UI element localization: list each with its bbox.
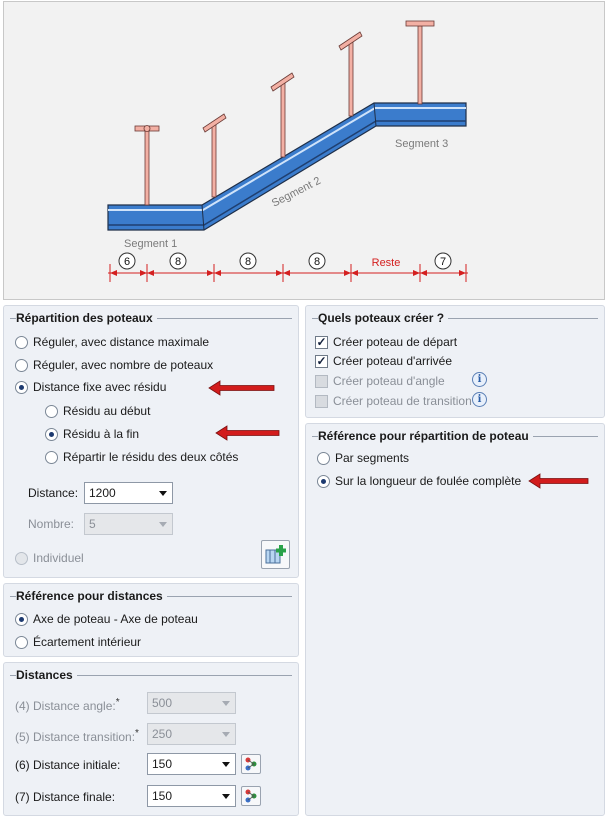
radio-individuel[interactable]	[15, 549, 84, 567]
chevron-down-icon	[222, 732, 230, 737]
stair-diagram	[4, 2, 606, 301]
distance-angle-label	[15, 697, 120, 713]
radio-circle[interactable]	[15, 613, 28, 626]
nombre-value: 5	[89, 517, 96, 531]
check-label: Créer poteau de transition	[333, 394, 472, 408]
chevron-down-icon	[222, 701, 230, 706]
radio-foulee-complete[interactable]	[317, 472, 521, 490]
distance-finale-label: (7) Distance finale:	[15, 790, 116, 804]
quels-poteaux-title: Quels poteaux créer ?	[318, 311, 448, 325]
radio-circle[interactable]	[15, 381, 28, 394]
radio-circle[interactable]	[45, 451, 58, 464]
dim-label-8a: 8	[174, 256, 182, 268]
distance-transition-text: (5) Distance transition:	[15, 730, 136, 744]
radio-residu-fin[interactable]	[45, 425, 139, 443]
nombre-label: Nombre:	[28, 517, 75, 531]
check-label: Créer poteau de départ	[333, 335, 458, 349]
distance-value: 1200	[89, 486, 116, 500]
radio-label: Résidu au début	[63, 404, 151, 418]
radio-circle[interactable]	[317, 475, 330, 488]
dim-label-reste: Reste	[371, 257, 401, 269]
segment2-label: Segment 2	[269, 174, 323, 210]
distance-transition-select[interactable]	[147, 723, 236, 745]
radio-label: Réguler, avec nombre de poteaux	[33, 358, 214, 372]
distance-label: Distance:	[28, 486, 79, 500]
radio-distance-fixe[interactable]	[15, 378, 166, 396]
checkbox[interactable]: ✓	[316, 334, 327, 349]
distance-angle-select[interactable]	[147, 692, 236, 714]
check-transition[interactable]	[315, 392, 472, 410]
radio-label: Répartir le résidu des deux côtés	[63, 450, 239, 464]
radio-circle[interactable]	[15, 359, 28, 372]
checkbox[interactable]	[315, 375, 328, 388]
radio-circle[interactable]	[317, 452, 330, 465]
red-arrow-icon	[215, 425, 281, 441]
red-arrow-icon	[528, 473, 590, 489]
distance-finale-select[interactable]	[147, 785, 236, 807]
quels-poteaux-panel	[305, 305, 605, 418]
chevron-down-icon	[222, 762, 230, 767]
radio-circle[interactable]	[15, 336, 28, 349]
segment3-label: Segment 3	[395, 138, 449, 150]
checkbox[interactable]: ✓	[316, 353, 327, 368]
dim-label-7: 7	[439, 256, 447, 268]
radio-axe-poteau[interactable]	[15, 610, 198, 628]
chevron-down-icon	[159, 522, 167, 527]
distance-transition-label	[15, 728, 139, 744]
asterisk: *	[115, 697, 120, 708]
radio-circle[interactable]	[15, 636, 28, 649]
radio-label: Axe de poteau - Axe de poteau	[33, 612, 198, 626]
radio-residu-debut[interactable]	[45, 402, 150, 420]
distance-angle-text: (4) Distance angle:	[15, 699, 116, 713]
distance-initiale-select[interactable]	[147, 753, 236, 775]
radio-label: Résidu à la fin	[63, 427, 140, 441]
pick-finale-button[interactable]	[241, 786, 261, 806]
radio-label: Sur la longueur de foulée complète	[335, 474, 522, 488]
radio-ecartement[interactable]	[15, 633, 141, 651]
radio-circle[interactable]	[45, 405, 58, 418]
radio-label: Distance fixe avec résidu	[33, 380, 167, 394]
radio-label: Écartement intérieur	[33, 635, 142, 649]
segment1-label: Segment 1	[124, 238, 178, 250]
radio-repartir-residu[interactable]	[45, 448, 238, 466]
pick-icon	[242, 755, 260, 773]
nombre-select[interactable]	[84, 513, 173, 535]
distance-select[interactable]	[84, 482, 173, 504]
beam-group	[108, 103, 466, 230]
pick-icon	[242, 787, 260, 805]
add-post-icon	[262, 541, 289, 568]
stair-preview	[3, 1, 605, 300]
dim-label-8b: 8	[244, 256, 252, 268]
check-depart[interactable]	[315, 333, 457, 351]
radio-circle[interactable]	[45, 428, 58, 441]
check-label: Créer poteau d'angle	[333, 374, 445, 388]
radio-reguler-distance[interactable]	[15, 333, 209, 351]
radio-label: Réguler, avec distance maximale	[33, 335, 210, 349]
check-label: Créer poteau d'arrivée	[333, 354, 453, 368]
repartition-title: Répartition des poteaux	[16, 311, 157, 325]
dim-label-8c: 8	[313, 256, 321, 268]
ref-distances-panel	[3, 583, 299, 657]
radio-label: Par segments	[335, 451, 410, 465]
check-angle[interactable]	[315, 372, 445, 390]
distances-title: Distances	[16, 668, 77, 682]
distance-finale-value: 150	[152, 789, 173, 803]
add-post-button[interactable]	[261, 540, 290, 569]
distance-angle-value: 500	[152, 696, 173, 710]
info-icon[interactable]: i	[472, 392, 487, 407]
radio-circle[interactable]	[15, 552, 28, 565]
radio-par-segments[interactable]	[317, 449, 409, 467]
distance-initiale-label: (6) Distance initiale:	[15, 758, 121, 772]
distance-transition-value: 250	[152, 727, 173, 741]
ref-distances-title: Référence pour distances	[16, 589, 167, 603]
checkbox[interactable]	[315, 395, 328, 408]
chevron-down-icon	[159, 491, 167, 496]
dim-label-6: 6	[123, 256, 131, 268]
distances-panel	[3, 662, 299, 816]
radio-reguler-nombre[interactable]	[15, 356, 213, 374]
info-icon[interactable]: i	[472, 372, 487, 387]
radio-label: Individuel	[33, 551, 84, 565]
check-arrivee[interactable]	[315, 352, 452, 370]
chevron-down-icon	[222, 794, 230, 799]
asterisk: *	[135, 728, 139, 739]
distance-initiale-value: 150	[152, 757, 173, 771]
ref-repartition-title: Référence pour répartition de poteau	[318, 429, 533, 443]
red-arrow-icon	[208, 380, 276, 396]
pick-initiale-button[interactable]	[241, 754, 261, 774]
repartition-panel	[3, 305, 299, 578]
dimension-labels	[119, 253, 451, 269]
